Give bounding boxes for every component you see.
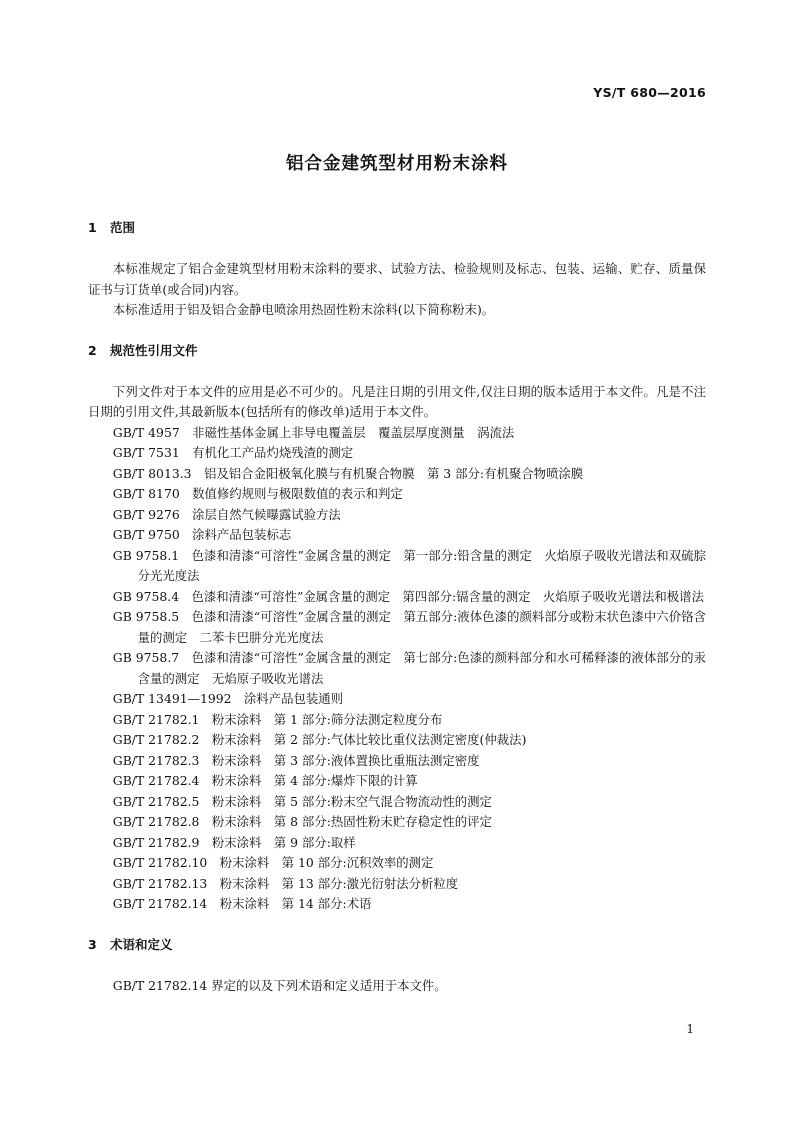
reference-code: GB/T 21782.13 xyxy=(112,875,208,891)
reference-item xyxy=(113,587,706,608)
reference-title: 粉末涂料 第 10 部分:沉积效率的测定 xyxy=(219,855,434,870)
section-number: 1 xyxy=(88,220,97,235)
reference-code: GB/T 7531 xyxy=(112,445,180,460)
reference-item xyxy=(113,751,706,772)
reference-code: GB 9758.7 xyxy=(112,650,180,665)
reference-title: 色漆和清漆“可溶性”金属含量的测定 第七部分:色漆的颜料部分和水可稀释漆的液体部分的汞含量的测定 无焰原子吸收光谱法 xyxy=(137,650,706,686)
reference-list xyxy=(88,423,706,915)
reference-code: GB/T 21782.2 xyxy=(112,732,200,747)
reference-code: GB/T 4957 xyxy=(112,424,180,440)
paragraph: GB/T 21782.14 界定的以及下列术语和定义适用于本文件。 xyxy=(112,977,447,993)
reference-code: GB 9758.5 xyxy=(112,609,180,624)
reference-item xyxy=(113,484,706,505)
reference-code: GB/T 9750 xyxy=(112,527,180,542)
reference-title: 粉末涂料 第 1 部分:筛分法测定粒度分布 xyxy=(211,711,443,727)
reference-item xyxy=(113,648,706,689)
paragraph: 本标准规定了铝合金建筑型材用粉末涂料的要求、试验方法、检验规则及标志、包装、运输、贮存、质量保证书与订货单(或合同)内容。 xyxy=(88,261,706,297)
reference-title: 粉末涂料 第 14 部分:术语 xyxy=(219,896,372,911)
reference-code: GB/T 21782.3 xyxy=(112,752,200,768)
reference-item xyxy=(113,423,706,444)
reference-item xyxy=(113,894,706,915)
section-title: 规范性引用文件 xyxy=(110,342,198,358)
reference-title: 色漆和清漆“可溶性”金属含量的测定 第五部分:液体色漆的颜料部分或粉末状色漆中六价铬含量的测定 二苯卡巴肼分光光度法 xyxy=(137,609,706,645)
reference-code: GB/T 21782.5 xyxy=(112,793,200,809)
document-body xyxy=(88,218,706,996)
section-title: 术语和定义 xyxy=(110,936,173,952)
reference-item xyxy=(113,853,706,874)
section-number: 2 xyxy=(88,342,97,358)
reference-title: 色漆和清漆“可溶性”金属含量的测定 第一部分:铅含量的测定 火焰原子吸收光谱法和双硫腙分光光度法 xyxy=(137,547,706,583)
reference-code: GB/T 8013.3 xyxy=(112,465,192,481)
reference-code: GB/T 21782.10 xyxy=(112,855,208,870)
reference-code: GB/T 21782.1 xyxy=(112,711,200,727)
reference-title: 粉末涂料 第 9 部分:取样 xyxy=(211,834,356,850)
reference-code: GB/T 9276 xyxy=(112,506,180,522)
reference-title: 铝及铝合金阳极氧化膜与有机聚合物膜 第 3 部分:有机聚合物喷涂膜 xyxy=(203,465,584,481)
reference-item xyxy=(113,607,706,648)
section-heading-terms-definitions xyxy=(88,935,706,955)
paragraph: 本标准适用于铝及铝合金静电喷涂用热固性粉末涂料(以下简称粉末)。 xyxy=(112,302,495,317)
reference-code: GB/T 21782.9 xyxy=(112,834,200,850)
reference-code: GB/T 8170 xyxy=(112,486,180,501)
reference-code: GB 9758.4 xyxy=(112,588,180,604)
reference-title: 有机化工产品灼烧残渣的测定 xyxy=(192,445,354,460)
reference-title: 涂料产品包装通则 xyxy=(243,691,344,706)
reference-title: 粉末涂料 第 4 部分:爆炸下限的计算 xyxy=(211,773,418,788)
reference-title: 粉末涂料 第 13 部分:激光衍射法分析粒度 xyxy=(219,875,459,891)
reference-item xyxy=(113,464,706,485)
reference-title: 粉末涂料 第 8 部分:热固性粉末贮存稳定性的评定 xyxy=(211,814,492,829)
reference-title: 涂料产品包装标志 xyxy=(192,527,292,542)
reference-title: 粉末涂料 第 5 部分:粉末空气混合物流动性的测定 xyxy=(211,793,492,809)
reference-title: 粉末涂料 第 3 部分:液体置换比重瓶法测定密度 xyxy=(211,752,480,768)
reference-item xyxy=(113,710,706,731)
reference-code: GB/T 21782.4 xyxy=(112,773,200,788)
reference-item xyxy=(113,505,706,526)
reference-code: GB 9758.1 xyxy=(112,547,180,563)
standard-number: YS/T 680—2016 xyxy=(593,85,706,100)
reference-item xyxy=(113,546,706,587)
reference-title: 色漆和清漆“可溶性”金属含量的测定 第四部分:镉含量的测定 火焰原子吸收光谱法和极谱法 xyxy=(191,588,704,604)
section-title: 范围 xyxy=(110,220,136,235)
reference-title: 数值修约规则与极限数值的表示和判定 xyxy=(192,486,403,501)
reference-item xyxy=(113,771,706,792)
reference-item xyxy=(113,443,706,464)
reference-title: 粉末涂料 第 2 部分:气体比较比重仪法测定密度(仲裁法) xyxy=(211,732,527,747)
reference-item xyxy=(113,833,706,854)
reference-item xyxy=(113,874,706,895)
reference-item xyxy=(113,730,706,751)
reference-item xyxy=(113,792,706,813)
reference-title: 非磁性基体金属上非导电覆盖层 覆盖层厚度测量 涡流法 xyxy=(192,424,515,440)
reference-title: 涂层自然气候曝露试验方法 xyxy=(192,506,341,522)
reference-code: GB/T 21782.8 xyxy=(112,814,200,829)
section-number: 3 xyxy=(88,936,97,952)
paragraph: 下列文件对于本文件的应用是必不可少的。凡是注日期的引用文件,仅注日期的版本适用于本文件。凡是不注日期的引用文件,其最新版本(包括所有的修改单)适用于本文件。 xyxy=(88,383,706,419)
page-number: 1 xyxy=(686,1022,694,1036)
reference-item xyxy=(113,812,706,833)
reference-item xyxy=(113,689,706,710)
reference-item xyxy=(113,525,706,546)
section-heading-normative-references xyxy=(88,341,706,361)
reference-code: GB/T 13491—1992 xyxy=(112,691,232,706)
document-title: 铝合金建筑型材用粉末涂料 xyxy=(286,154,508,174)
reference-code: GB/T 21782.14 xyxy=(112,896,208,911)
section-heading-scope xyxy=(88,218,706,238)
